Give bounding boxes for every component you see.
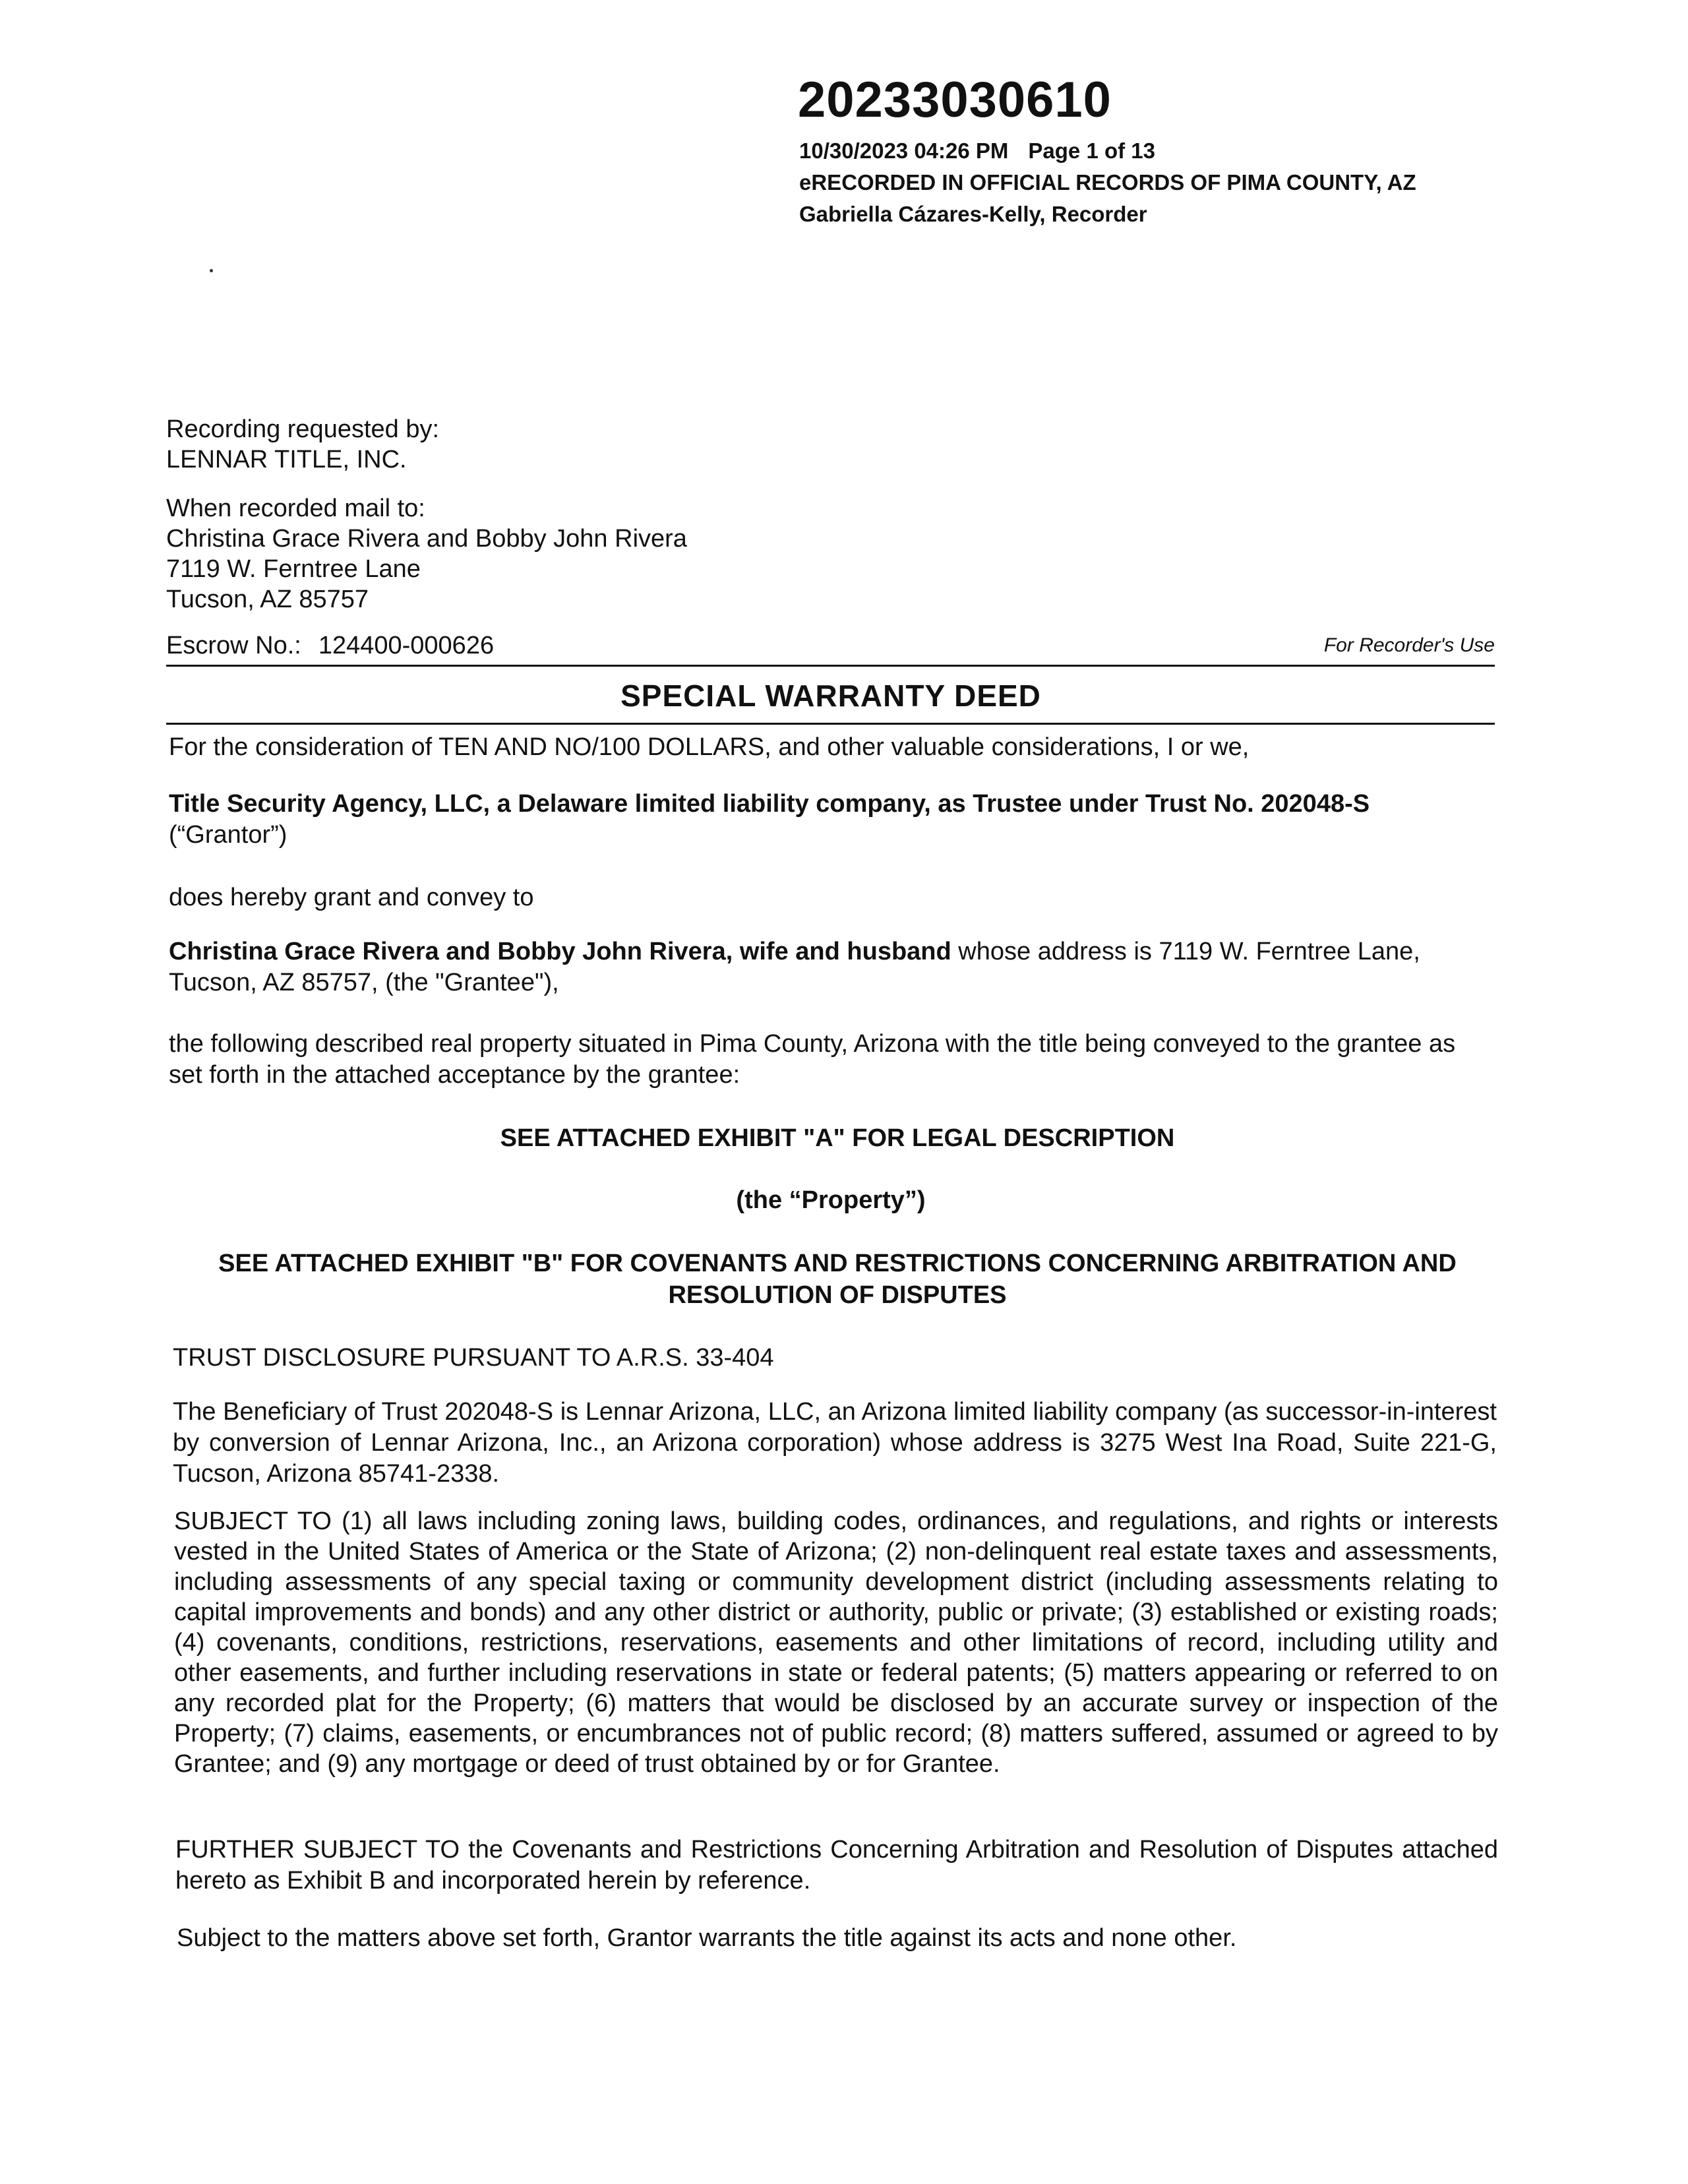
top-rule bbox=[166, 665, 1495, 667]
recording-page: Page 1 of 13 bbox=[1028, 138, 1155, 163]
warranty-paragraph: Subject to the matters above set forth, Grantor warrants the title against its acts and none other. bbox=[177, 1924, 1237, 1952]
recording-datetime: 10/30/2023 04:26 PM bbox=[799, 138, 1009, 163]
deed-title: SPECIAL WARRANTY DEED bbox=[620, 679, 1041, 713]
recording-office: eRECORDED IN OFFICIAL RECORDS OF PIMA COUNTY, AZ bbox=[799, 170, 1416, 195]
recorders-use-label: For Recorder's Use bbox=[1323, 634, 1495, 656]
grantor-block bbox=[169, 789, 1495, 851]
escrow-number: 124400-000626 bbox=[318, 632, 495, 659]
grantor-label: (“Grantor”) bbox=[169, 821, 287, 849]
situated-paragraph: the following described real property situated in Pima County, Arizona with the title being conveyed to the grantee as set forth in the attached acceptance by the grantee: bbox=[169, 1030, 1456, 1089]
mail-to-city: Tucson, AZ 85757 bbox=[166, 586, 369, 613]
recording-datetime-line bbox=[799, 138, 1155, 164]
escrow-label: Escrow No.: bbox=[166, 632, 301, 659]
beneficiary-paragraph: The Beneficiary of Trust 202048-S is Lennar Arizona, LLC, an Arizona limited liability company (as successor-in-interest by conversion of Lennar Arizona, Inc., an Arizona corporation) whose address is 3275 West Ina Road, Suite 221-G, Tucson, Arizona 85741-2338. bbox=[173, 1398, 1497, 1488]
mail-to-block bbox=[166, 493, 687, 615]
grantee-paragraph bbox=[169, 936, 1495, 998]
mail-to-street: 7119 W. Ferntree Lane bbox=[166, 555, 421, 583]
consideration-paragraph: For the consideration of TEN AND NO/100 DOLLARS, and other valuable considerations, I or we, bbox=[169, 733, 1250, 761]
title-rule bbox=[166, 723, 1495, 725]
trust-disclosure-heading: TRUST DISCLOSURE PURSUANT TO A.R.S. 33-404 bbox=[173, 1344, 774, 1372]
exhibit-b-heading: SEE ATTACHED EXHIBIT "B" FOR COVENANTS AND RESTRICTIONS CONCERNING ARBITRATION AND RESOLUTION OF DISPUTES bbox=[218, 1250, 1457, 1309]
property-label: (the “Property”) bbox=[736, 1186, 926, 1214]
requested-by-label: Recording requested by: bbox=[166, 415, 440, 443]
exhibit-a-heading: SEE ATTACHED EXHIBIT "A" FOR LEGAL DESCRIPTION bbox=[500, 1124, 1175, 1152]
further-subject-paragraph: FURTHER SUBJECT TO the Covenants and Restrictions Concerning Arbitration and Resolution of Disputes attached hereto as Exhibit B and incorporated herein by reference. bbox=[175, 1836, 1498, 1895]
requested-by-name: LENNAR TITLE, INC. bbox=[166, 446, 407, 473]
grantee-address: whose address is 7119 W. Ferntree Lane, Tucson, AZ 85757, (the "Grantee"), bbox=[169, 938, 1420, 996]
mail-to-names: Christina Grace Rivera and Bobby John Rivera bbox=[166, 525, 687, 553]
recording-requested-block bbox=[166, 414, 439, 475]
grant-paragraph: does hereby grant and convey to bbox=[169, 884, 534, 911]
grantee-name: Christina Grace Rivera and Bobby John Rivera, wife and husband bbox=[169, 938, 951, 965]
scan-speck bbox=[210, 269, 213, 272]
recording-number: 20233030610 bbox=[798, 72, 1112, 128]
mail-to-label: When recorded mail to: bbox=[166, 495, 425, 522]
subject-to-paragraph: SUBJECT TO (1) all laws including zoning laws, building codes, ordinances, and regulations, and rights or interests vested in the United States of America or the State of Arizona; (2) non-delinquent real estate taxes and assessments, including assessments of any special taxing or community development district (including assessments relating to capital improvements and bonds) and any other district or authority, public or private; (3) established or existing roads; (4) covenants, conditions, restrictions, reservations, easements and other limitations of record, including utility and other easements, and further including reservations in state or federal patents; (5) matters appearing or referred to on any recorded plat for the Property; (6) matters that would be disclosed by an accurate survey or inspection of the Property; (7) claims, easements, or encumbrances not of public record; (8) matters suffered, assumed or agreed to by Grantee; and (9) any mortgage or deed of trust obtained by or for Grantee. bbox=[174, 1507, 1498, 1778]
escrow-line bbox=[166, 632, 494, 660]
recorder-name: Gabriella Cázares-Kelly, Recorder bbox=[799, 202, 1147, 226]
grantor-name: Title Security Agency, LLC, a Delaware limited liability company, as Trustee under Trust No. 202048-S bbox=[169, 790, 1370, 818]
